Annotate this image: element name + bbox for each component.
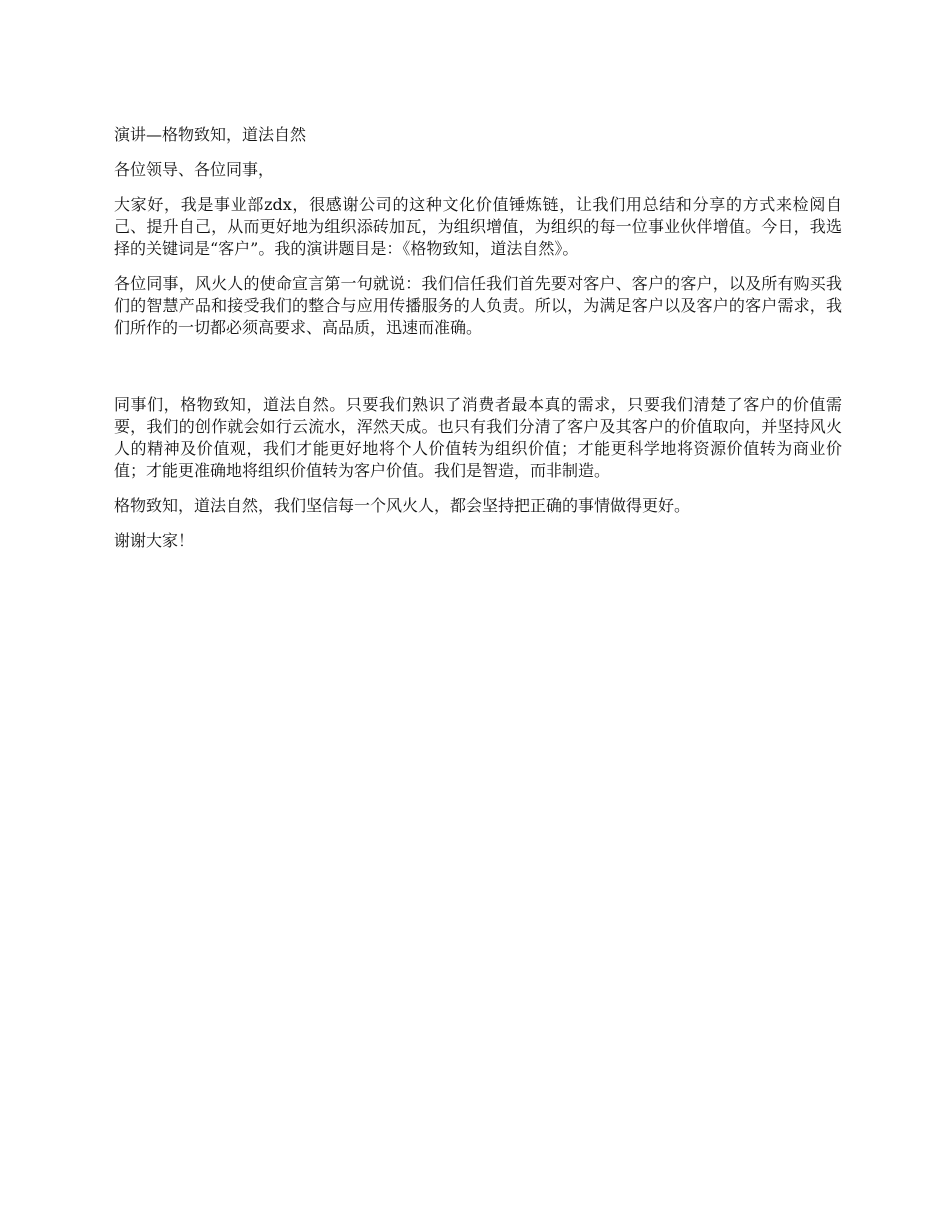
document-page bbox=[114, 124, 842, 552]
paragraph: 同事们，格物致知，道法自然。只要我们熟识了消费者最本真的需求，只要我们清楚了客户的价值需要，我们的创作就会如行云流水，浑然天成。也只有我们分清了客户及其客户的价值取向，并坚持风火人的精神及价值观，我们才能更好地将个人价值转为组织价值；才能更科学地将资源价值转为商业价值；才能更准确地将组织价值转为客户价值。我们是智造，而非制造。 bbox=[114, 395, 842, 480]
greeting: 各位领导、各位同事， bbox=[114, 160, 275, 179]
document-title: 演讲—格物致知，道法自然 bbox=[114, 125, 307, 144]
closing-line: 谢谢大家！ bbox=[114, 531, 195, 550]
paragraph: 格物致知，道法自然，我们坚信每一个风火人，都会坚持把正确的事情做得更好。 bbox=[114, 496, 691, 515]
paragraph: 各位同事，风火人的使命宣言第一句就说：我们信任我们首先要对客户、客户的客户，以及所有购买我们的智慧产品和接受我们的整合与应用传播服务的人负责。所以，为满足客户以及客户的客户需求，我们所作的一切都必须高要求、高品质，迅速而准确。 bbox=[114, 274, 842, 337]
paragraph: 大家好，我是事业部zdx，很感谢公司的这种文化价值锤炼链，让我们用总结和分享的方式来检阅自己、提升自己，从而更好地为组织添砖加瓦，为组织增值，为组织的每一位事业伙伴增值。今日，我选择的关键词是“客户”。我的演讲题目是：《格物致知，道法自然》。 bbox=[114, 195, 842, 258]
